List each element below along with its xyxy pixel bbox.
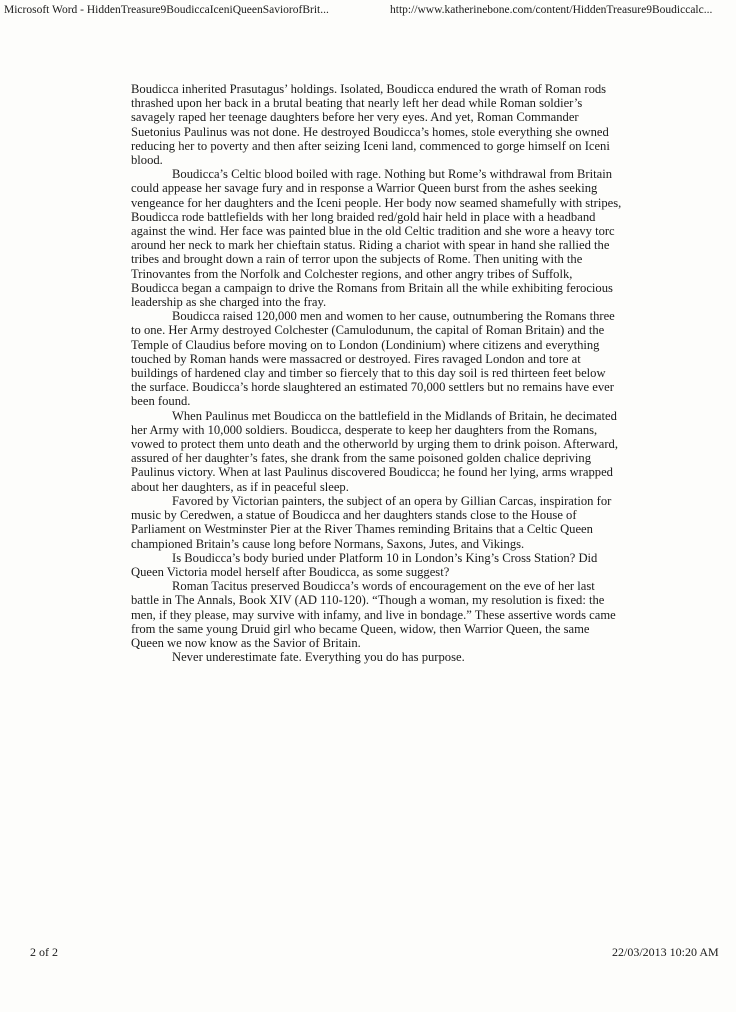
print-header: [4, 4, 732, 20]
paragraph-6: Is Boudicca’s body buried under Platform 10 in London’s King’s Cross Station? Did Queen Victoria model herself after Boudicca, as some suggest?: [131, 550, 598, 579]
paragraph-7: Roman Tacitus preserved Boudicca’s words of encouragement on the eve of her last battle in The Annals, Book XIV (AD 110-120). “Though a woman, my resolution is fixed: the men, if they please, may survive with infamy, and live in bondage.” These assertive words came from the same young Druid girl who became Queen, widow, then Warrior Queen, the same Queen we now know as the Savior of Britain.: [131, 579, 616, 650]
paragraph-4: When Paulinus met Boudicca on the battlefield in the Midlands of Britain, he decimated her Army with 10,000 soldiers. Boudicca, desperate to keep her daughters from the Romans, vowed to protect them unto death and the otherworld by urging them to drink poison. Afterward, assured of her daughter’s fates, she drank from the same poisoned golden chalice depriving Paulinus victory. When at last Paulinus discovered Boudicca; he found her lying, arms wrapped about her daughters, as if in peaceful sleep.: [131, 408, 618, 494]
paragraph-8: Never underestimate fate. Everything you do has purpose.: [172, 650, 465, 665]
window-title: Microsoft Word - HiddenTreasure9BoudiccaIceniQueenSaviorofBrit...: [4, 4, 329, 16]
paragraph-5: Favored by Victorian painters, the subject of an opera by Gillian Carcas, inspiration for music by Ceredwen, a statue of Boudicca and her daughters stands close to the House of Parliament on Westminster Pier at the River Thames reminding Britains that a Celtic Queen championed Britain’s cause long before Normans, Saxons, Jutes, and Vikings.: [131, 493, 612, 551]
paragraph-2: Boudicca’s Celtic blood boiled with rage. Nothing but Rome’s withdrawal from Britain could appease her savage fury and in response a Warrior Queen burst from the ashes seeking vengeance for her daughters and the Iceni people. Her body now seamed shamefully with stripes, Boudicca rode battlefields with her long braided red/gold hair held in place with a headband against the wind. Her face was painted blue in the old Celtic tradition and she wore a heavy torc around her neck to mark her chieftain status. Riding a chariot with spear in hand she rallied the tribes and brought down a rain of terror upon the subjects of Rome. Then uniting with the Trinovantes from the Norfolk and Colchester regions, and other angry tribes of Suffolk, Boudicca began a campaign to drive the Romans from Britain all the while exhibiting ferocious leadership as she charged into the fray.: [131, 167, 622, 310]
paragraph-1: Boudicca inherited Prasutagus’ holdings. Isolated, Boudicca endured the wrath of Roman rods thrashed upon her back in a brutal beating that nearly left her dead while Roman soldier’s savagely raped her teenage daughters before her very eyes. And yet, Roman Commander Suetonius Paulinus was not done. He destroyed Boudicca’s homes, stole everything she owned reducing her to poverty and then after seizing Iceni land, commenced to gorge himself on Iceni blood.: [131, 82, 610, 168]
paragraph-3: Boudicca raised 120,000 men and women to her cause, outnumbering the Romans three to one. Her Army destroyed Colchester (Camulodunum, the capital of Roman Britain) and the Temple of Claudius before moving on to London (Londinium) where citizens and everything touched by Roman hands were massacred or destroyed. Fires ravaged London and tore at buildings of hardened clay and timber so fiercely that to this day soil is red thirteen feet below the surface. Boudicca’s horde slaughtered an estimated 70,000 settlers but no remains have ever been found.: [131, 309, 615, 409]
page-number: 2 of 2: [30, 945, 58, 959]
print-datetime: 22/03/2013 10:20 AM: [612, 945, 719, 959]
document-body: [131, 82, 622, 664]
page-url: http://www.katherinebone.com/content/HiddenTreasure9Boudiccalc...: [390, 4, 713, 16]
